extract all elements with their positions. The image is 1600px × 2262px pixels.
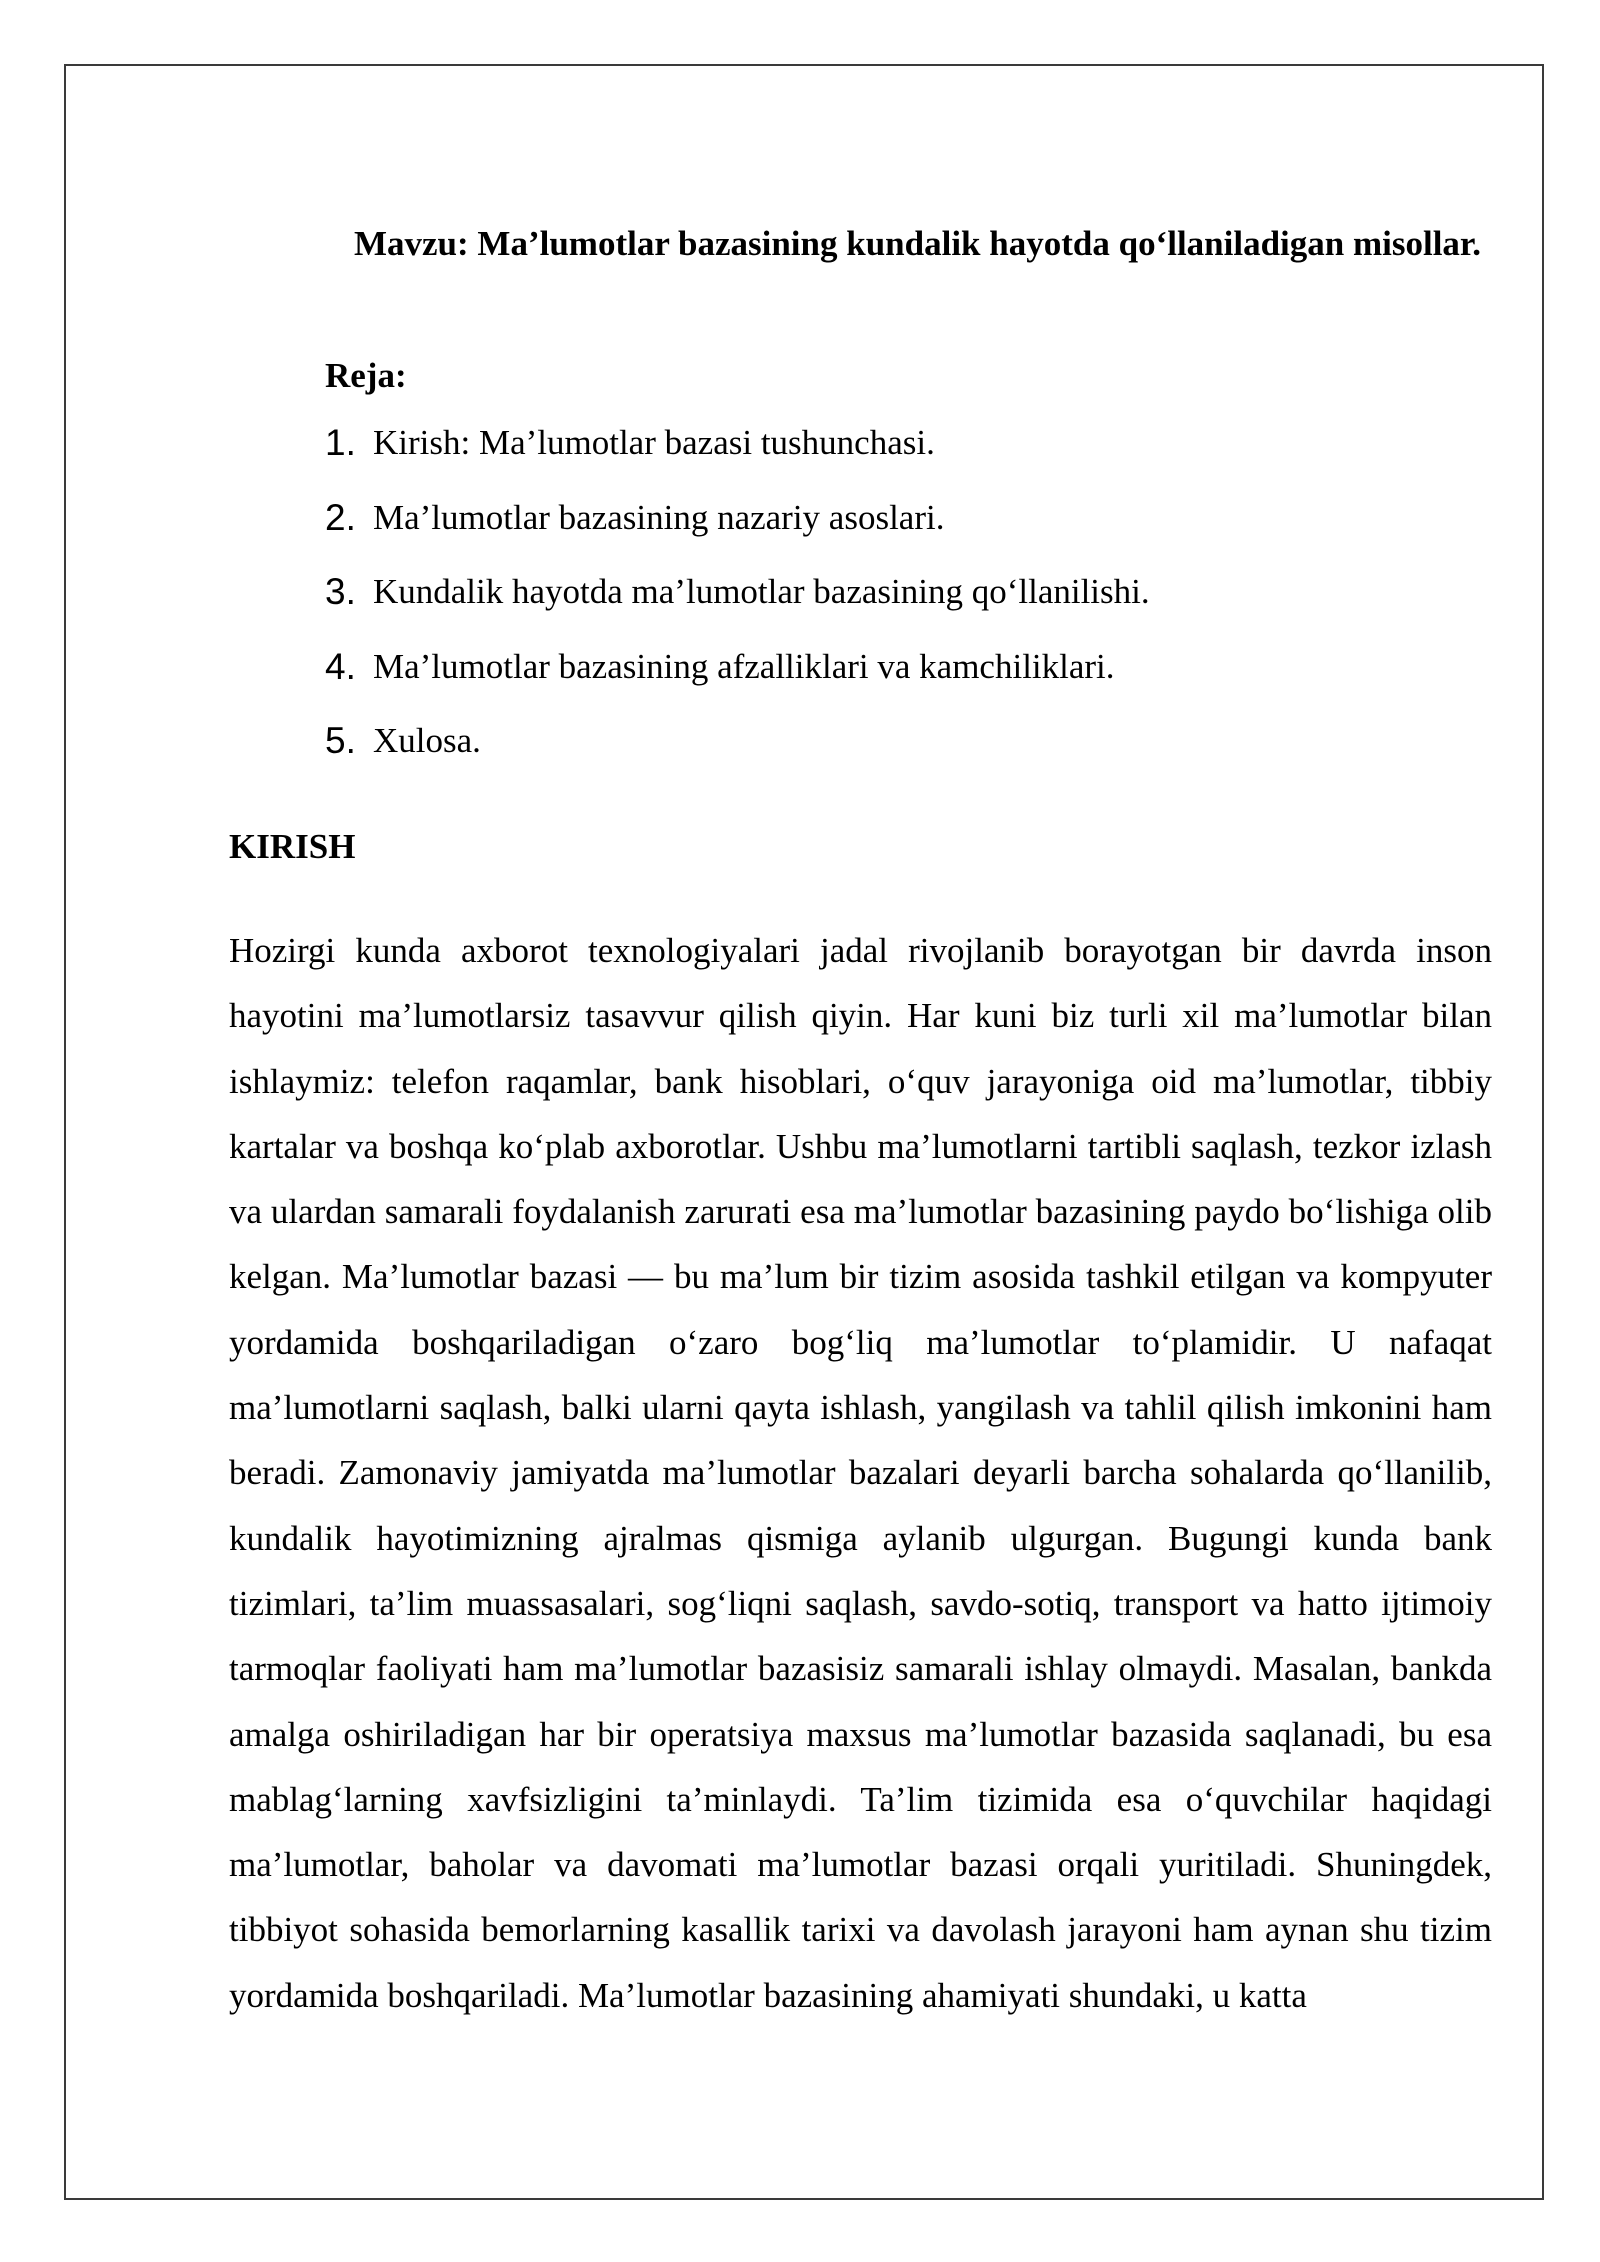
plan-item (325, 704, 1150, 779)
plan-item-number: 1. (325, 422, 356, 464)
plan-item-number: 2. (325, 496, 356, 538)
plan-item-text: Kundalik hayotda ma’lumotlar bazasining qo‘llanilishi. (373, 572, 1150, 612)
plan-list (325, 406, 1150, 779)
plan-item-number: 5. (325, 720, 356, 762)
section-heading: KIRISH (229, 827, 356, 866)
plan-item (325, 555, 1150, 630)
plan-item-number: 3. (325, 571, 356, 613)
plan-item-text: Ma’lumotlar bazasining nazariy asoslari. (373, 497, 945, 537)
plan-item (325, 406, 1150, 481)
plan-heading: Reja: (325, 356, 407, 395)
plan-item-text: Ma’lumotlar bazasining afzalliklari va kamchiliklari. (373, 646, 1115, 686)
plan-item (325, 481, 1150, 556)
plan-item-text: Xulosa. (373, 721, 481, 761)
plan-item-number: 4. (325, 645, 356, 687)
plan-item (325, 630, 1150, 705)
plan-item-text: Kirish: Ma’lumotlar bazasi tushunchasi. (373, 423, 935, 463)
body-paragraph: Hozirgi kunda axborot texnologiyalari jadal rivojlanib borayotgan bir davrda inson hayotini ma’lumotlarsiz tasavvur qilish qiyin. Har kuni biz turli xil ma’lumotlar bilan ishlaymiz: telefon raqamlar, bank hisoblari, o‘quv jarayoniga oid ma’lumotlar, tibbiy kartalar va boshqa ko‘plab axborotlar. Ushbu ma’lumotlarni tartibli saqlash, tezkor izlash va ulardan samarali foydalanish zarurati esa ma’lumotlar bazasining paydo bo‘lishiga olib kelgan. Ma’lumotlar bazasi — bu ma’lum bir tizim asosida tashkil etilgan va kompyuter yordamida boshqariladigan o‘zaro bog‘liq ma’lumotlar to‘plamidir. U nafaqat ma’lumotlarni saqlash, balki ularni qayta ishlash, yangilash va tahlil qilish imkonini ham beradi. Zamonaviy jamiyatda ma’lumotlar bazalari deyarli barcha sohalarda qo‘llanilib, kundalik hayotimizning ajralmas qismiga aylanib ulgurgan. Bugungi kunda bank tizimlari, ta’lim muassasalari, sog‘liqni saqlash, savdo-sotiq, transport va hatto ijtimoiy tarmoqlar faoliyati ham ma’lumotlar bazasisiz samarali ishlay olmaydi. Masalan, bankda amalga oshiriladigan har bir operatsiya maxsus ma’lumotlar bazasida saqlanadi, bu esa mablag‘larning xavfsizligini ta’minlaydi. Ta’lim tizimida esa o‘quvchilar haqidagi ma’lumotlar, baholar va davomati ma’lumotlar bazasi orqali yuritiladi. Shuningdek, tibbiyot sohasida bemorlarning kasallik tarixi va davolash jarayoni ham aynan shu tizim yordamida boshqariladi. Ma’lumotlar bazasining ahamiyati shundaki, u katta (229, 931, 1492, 2015)
document-title: Mavzu: Ma’lumotlar bazasining kundalik hayotda qo‘llaniladigan misollar. (353, 224, 1482, 263)
